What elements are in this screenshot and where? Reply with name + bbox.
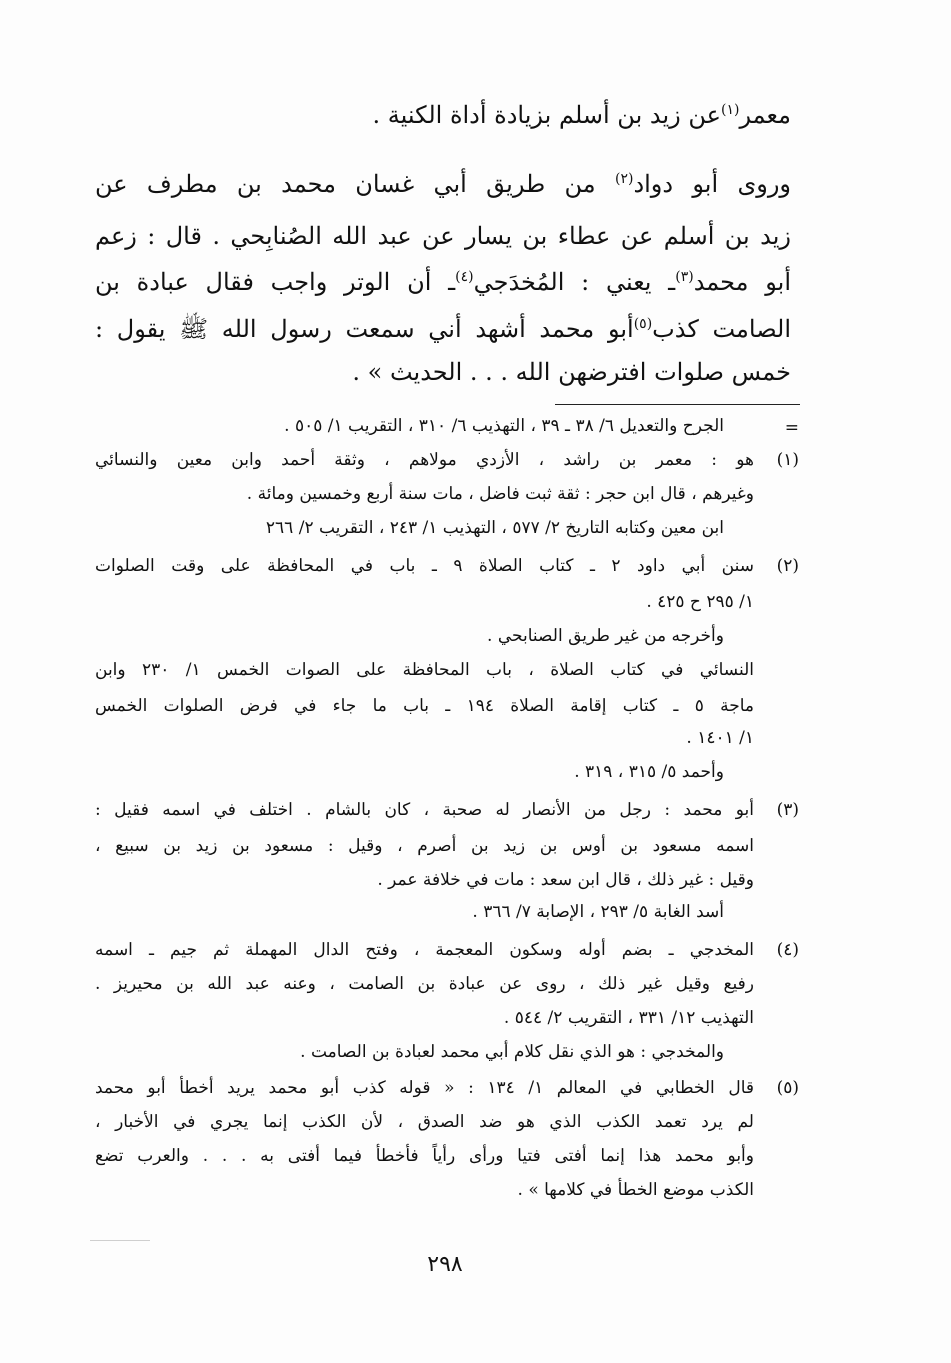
footnote-number-2: (٢) [776,556,799,576]
main-text: ـ أن الوتر واجب فقال عبادة بن [95,268,456,296]
footnote-number-4: (٤) [776,940,799,960]
page-number: ٢٩٨ [427,1252,463,1277]
footnote-1-line-3: ابن معين وكتابه التاريخ ٢/ ٥٧٧ ، التهذيب ١/ ٢٤٣ ، التقريب ٢/ ٢٦٦ [265,518,724,538]
footnote-4-line-2: رفيع وقيل غير ذلك ، روى عن عبادة بن الصامت ، وعنه عبد الله بن محيريز . [95,974,754,994]
footnote-number-1: (١) [776,450,799,470]
main-text: عن زيد بن أسلم بزيادة أداة الكنية . [372,101,721,129]
main-line-1 [372,103,791,127]
main-text: من طريق أبي غسان محمد بن مطرف عن [95,170,596,198]
footnote-ref: (٤) [455,269,474,285]
main-text: ـ يعني : المُخدَجي [473,268,676,296]
footnote-2-line-6: ١/ ١٤٠١ . [686,728,754,748]
footnote-continuation: الجرح والتعديل ٦/ ٣٨ ـ ٣٩ ، التهذيب ٦/ ٣١٠ ، التقريب ١/ ٥٠٥ . [284,416,724,436]
scan-mark [90,1240,150,1241]
main-text: الصامت كذب [652,315,791,343]
main-line-2 [95,170,791,198]
continuation-mark: = [784,418,799,438]
footnote-3-line-2: اسمه مسعود بن أوس بن زيد بن أصرم ، وقيل : مسعود بن زيد بن سبيع ، [95,836,754,856]
footnote-separator [555,404,800,405]
footnote-5-line-4: الكذب موضع الخطأ في كلامها » . [517,1180,754,1200]
main-text: أبو محمد [693,268,791,296]
footnote-number-3: (٣) [776,800,799,820]
footnote-1-line-2: وغيرهم ، قال ابن حجر : ثقة ثبت فاضل ، مات سنة أربع وخمسين ومائة . [246,484,754,504]
footnote-2-line-1: سنن أبي داود ٢ ـ كتاب الصلاة ٩ ـ باب في المحافظة على وقت الصلوات [95,556,754,576]
footnote-2-line-3: وأخرجه من غير طريق الصنابحي . [487,626,724,646]
footnote-2-line-7: وأحمد ٥/ ٣١٥ ، ٣١٩ . [574,762,724,782]
main-line-4 [95,268,791,296]
footnote-ref: (١) [720,102,740,118]
main-line-3: زيد بن أسلم عن عطاء بن يسار عن عبد الله الصُنابِحي . قال : زعم [95,222,791,250]
main-line-5 [95,314,791,349]
footnote-5-line-3: وأبو محمد هذا إنما أفتى فتيا ورأى رأياً فأخطأ فيما أفتى به . . . والعرب تضع [95,1146,754,1166]
main-text: معمر [739,101,791,129]
footnote-4-line-3: التهذيب ١٢/ ٣٣١ ، التقريب ٢/ ٥٤٤ . [503,1008,754,1028]
footnote-ref: (٢) [614,171,634,187]
footnote-ref: (٣) [675,269,694,285]
footnote-5-line-2: لم يرد تعمد الكذب الذي هو ضد الصدق ، لأن الكذب إنما يجري في الأخبار ، [95,1112,754,1132]
footnote-2-line-4: النسائي في كتاب الصلاة ، باب المحافظة على الصوات الخمس ١/ ٢٣٠ وابن [95,660,754,680]
footnote-5-line-1: قال الخطابي في المعالم ١/ ١٣٤ : « قوله كذب أبو محمد يريد أخطأ أبو محمد [95,1078,754,1098]
footnote-2-line-5: ماجة ٥ ـ كتاب إقامة الصلاة ١٩٤ ـ باب ما جاء في فرض الصلوات الخمس [95,696,755,716]
footnote-2-line-2: ١/ ٢٩٥ ح ٤٢٥ . [646,592,754,612]
footnote-ref: (٥) [633,316,653,332]
footnote-3-line-1: أبو محمد : رجل من الأنصار له صحبة ، كان بالشام . اختلف في اسمه فقيل : [95,800,754,820]
footnote-3-line-4: أسد الغابة ٥/ ٢٩٣ ، الإصابة ٧/ ٣٦٦ . [472,902,724,922]
main-line-6: خمس صلوات افترضهن الله . . . الحديث » . [352,358,791,386]
main-text: أبو محمد أشهد أني سمعت رسول الله ﷺ يقول : [95,315,634,343]
main-text: وروى أبو دواد [633,170,791,198]
footnote-number-5: (٥) [776,1078,799,1098]
footnote-4-line-4: والمخدجي : هو الذي نقل كلام أبي محمد لعبادة بن الصامت . [300,1042,724,1062]
footnote-4-line-1: المخدجي ـ بضم أوله وسكون المعجمة ، وفتح الدال المهملة ثم جيم ـ اسمه [95,940,755,960]
footnote-1-line-1: هو : معمر بن راشد ، الأزدي مولاهم ، وثقة أحمد وابن معين والنسائي [95,450,754,470]
footnote-3-line-3: وقيل : غير ذلك ، قال ابن سعد : مات في خلافة عمر . [377,870,754,890]
